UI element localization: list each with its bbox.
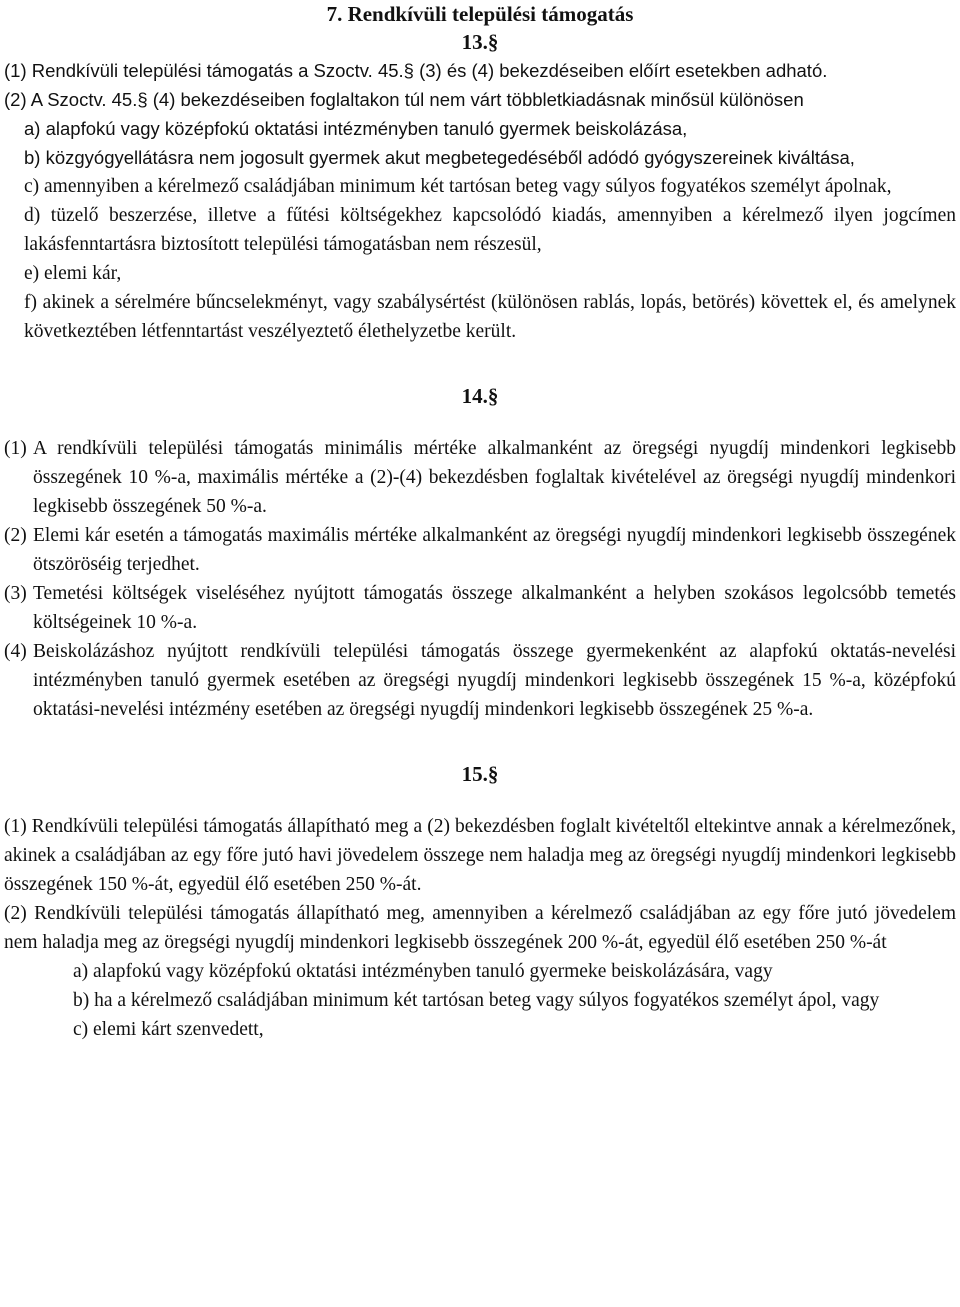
chapter-title: 7. Rendkívüli települési támogatás (326, 2, 634, 26)
item-number: (2) (4, 525, 27, 546)
item-number: (3) (4, 583, 27, 604)
s15-paragraph-1: (1) Rendkívüli települési támogatás állapítható meg a (2) bekezdésben foglalt kivételtől eltekintve annak a kérelmezőnek, akinek a családjában az egy főre jutó havi jövedelem összege nem haladja meg az öregségi nyugdíj mindenkori legkisebb összegének 150 %-át, egyedül élő esetében 250 %-át. (4, 816, 956, 895)
s15-paragraph-2: (2) Rendkívüli települési támogatás állapítható meg, amennyiben a kérelmező családjában az egy főre jutó jövedelem nem haladja meg az öregségi nyugdíj mindenkori legkisebb összegének 200 %-át, egyedül élő esetében 250 %-át (4, 903, 956, 953)
s14-item-3 (4, 579, 956, 637)
s13-paragraph-1: (1) Rendkívüli települési támogatás a Szoctv. 45.§ (3) és (4) bekezdéseiben előírt esetekben adható. (4, 60, 828, 81)
s15-item-c: c) elemi kárt szenvedett, (73, 1019, 264, 1040)
s13-item-d: d) tüzelő beszerzése, illetve a fűtési költségekhez kapcsolódó kiadás, amennyiben a kérelmező ilyen jogcímen lakásfenntartásra biztosított települési támogatásban nem részesül, (24, 205, 956, 255)
item-number: (4) (4, 641, 27, 662)
section-13-heading: 13.§ (461, 30, 499, 54)
s15-item-a: a) alapfokú vagy középfokú oktatási intézményben tanuló gyermeke beiskolázására, vagy (73, 961, 773, 982)
s15-item-b: b) ha a kérelmező családjában minimum két tartósan beteg vagy súlyos fogyatékos személyt ápol, vagy (73, 990, 880, 1011)
document-page (4, 0, 956, 1044)
s14-item-2 (4, 521, 956, 579)
item-number: (1) (4, 438, 27, 459)
s13-item-b: b) közgyógyellátásra nem jogosult gyermek akut megbetegedéséből adódó gyógyszereinek kiváltása, (24, 147, 855, 168)
s13-item-f: f) akinek a sérelmére bűncselekményt, vagy szabálysértést (különösen rablás, lopás, betörés) követtek el, és amelynek következtében létfenntartást veszélyeztető élethelyzetbe került. (24, 292, 956, 342)
item-text: Beiskolázáshoz nyújtott rendkívüli települési támogatás összege gyermekenként az alapfokú oktatás-nevelési intézményben tanuló gyermek esetében az öregségi nyugdíj mindenkori legkisebb összegének 15 %-a, középfokú oktatási-nevelési intézmény esetében az öregségi nyugdíj mindenkori legkisebb összegének 25 %-a. (33, 641, 956, 720)
s13-item-a: a) alapfokú vagy középfokú oktatási intézményben tanuló gyermek beiskolázása, (24, 118, 688, 139)
item-text: A rendkívüli települési támogatás minimális mértéke alkalmanként az öregségi nyugdíj mindenkori legkisebb összegének 10 %-a, maximális mértéke a (2)-(4) bekezdésben foglaltak kivételével az öregségi nyugdíj mindenkori legkisebb összegének 50 %-a. (33, 438, 956, 517)
section-14-heading: 14.§ (461, 384, 499, 408)
item-text: Elemi kár esetén a támogatás maximális mértéke alkalmanként az öregségi nyugdíj mindenkori legkisebb összegének ötszöröséig terjedhet. (33, 525, 956, 575)
item-text: Temetési költségek viseléséhez nyújtott támogatás összege alkalmanként a helyben szokásos legolcsóbb temetés költségeinek 10 %-a. (33, 583, 956, 633)
section-15-heading: 15.§ (461, 762, 499, 786)
s14-item-4 (4, 637, 956, 724)
s13-item-e: e) elemi kár, (24, 263, 122, 284)
s14-item-1 (4, 434, 956, 521)
s13-item-c: c) amennyiben a kérelmező családjában minimum két tartósan beteg vagy súlyos fogyatékos személyt ápolnak, (24, 176, 892, 197)
s13-paragraph-2: (2) A Szoctv. 45.§ (4) bekezdéseiben foglaltakon túl nem várt többletkiadásnak minősül különösen (4, 89, 804, 110)
